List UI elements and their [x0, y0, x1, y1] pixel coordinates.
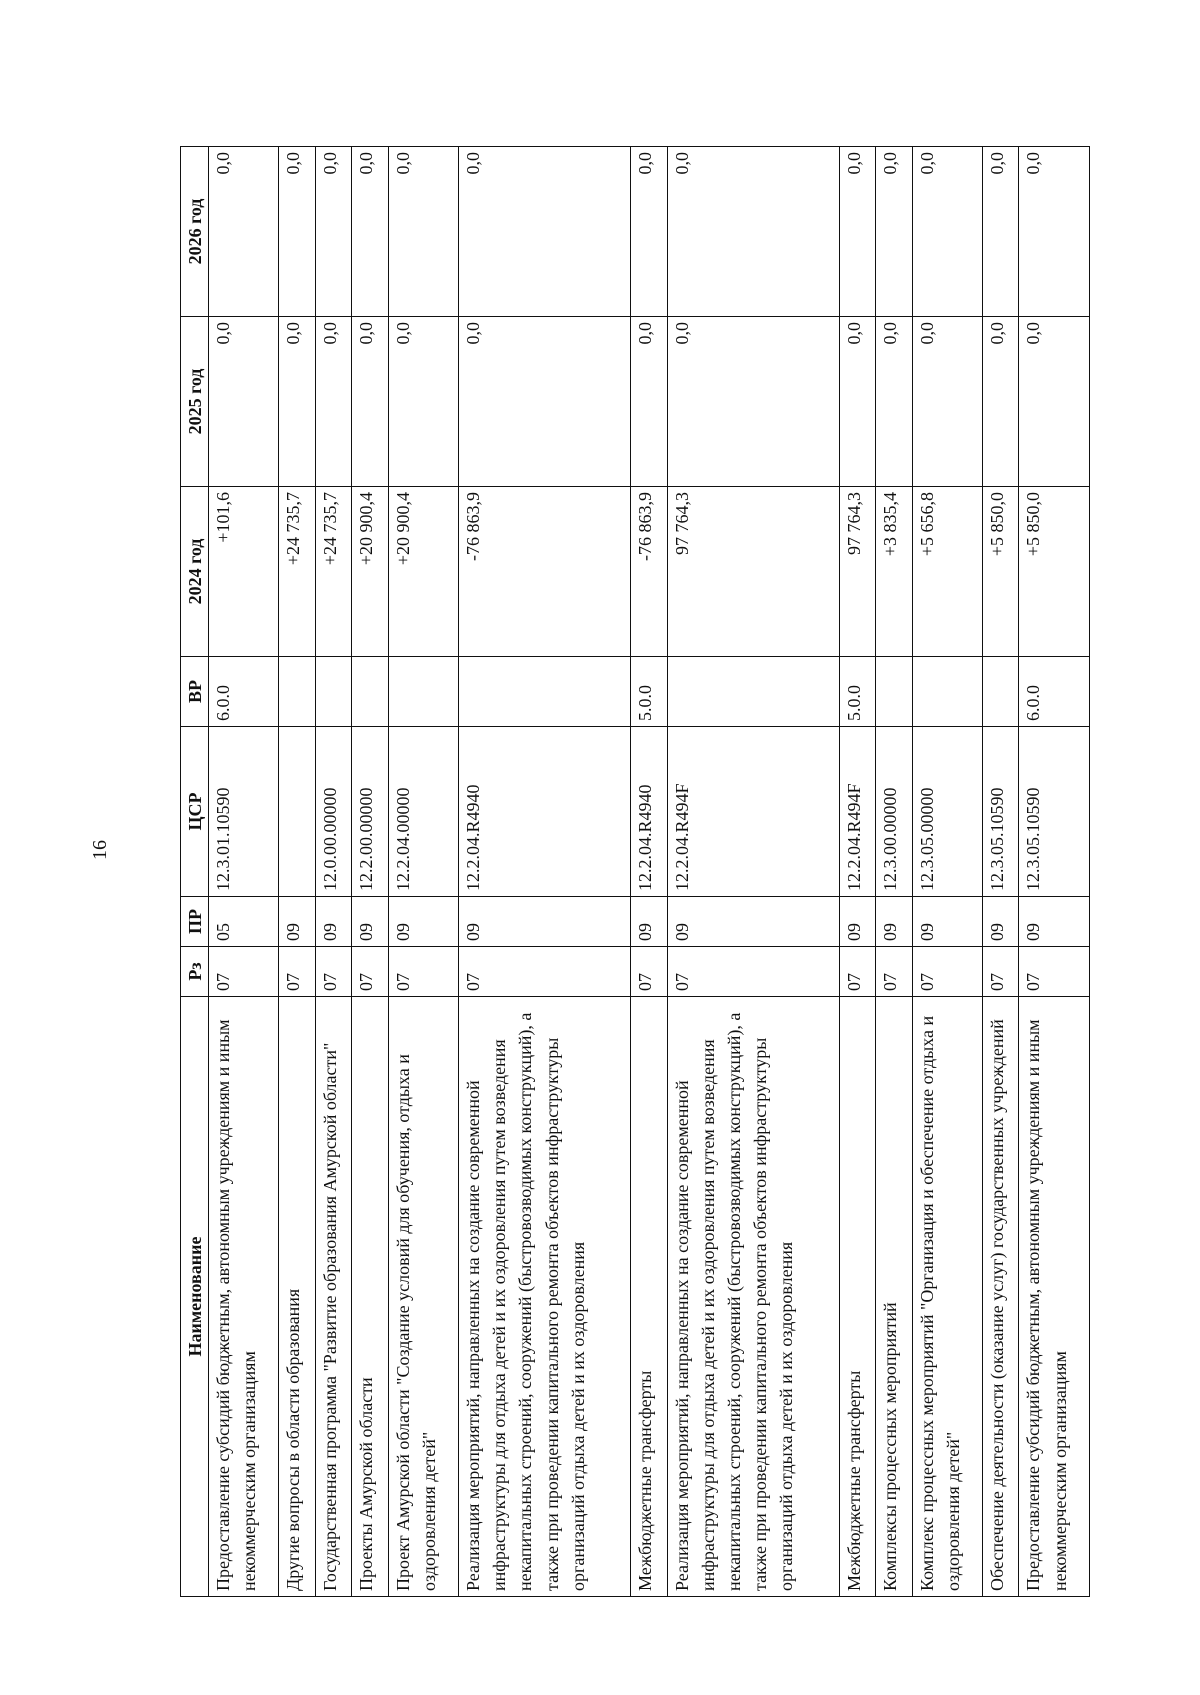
- cell-2025: 0,0: [315, 317, 351, 487]
- cell-rz: 07: [1019, 947, 1090, 997]
- cell-2024: -76 863,9: [459, 487, 631, 657]
- table-row: [1019, 147, 1090, 1597]
- cell-vr: 5.0.0: [839, 657, 875, 727]
- cell-2026: 0,0: [279, 147, 315, 317]
- cell-csr: 12.2.04.R4940: [459, 727, 631, 897]
- header-2025: 2025 год: [181, 317, 209, 487]
- cell-rz: 07: [631, 947, 667, 997]
- cell-rz: 07: [352, 947, 388, 997]
- cell-pr: 09: [315, 897, 351, 947]
- cell-2024: +20 900,4: [352, 487, 388, 657]
- cell-vr: [912, 657, 982, 727]
- cell-2024: +5 850,0: [983, 487, 1019, 657]
- cell-name: Реализация мероприятий, направленных на создание современной инфраструктуры для отдыха детей и их оздоровления путем возведения некапитальных строений, сооружений (быстровозводимых конструкций), а также при проведении капитального ремонта объектов инфраструктуры организаций отдыха детей и их оздоровления: [459, 997, 631, 1597]
- table-row: [631, 147, 667, 1597]
- page-number: 16: [89, 840, 111, 860]
- table-row: [839, 147, 875, 1597]
- cell-csr: 12.3.01.10590: [209, 727, 279, 897]
- table-row: [983, 147, 1019, 1597]
- cell-vr: [667, 657, 839, 727]
- cell-2024: -76 863,9: [631, 487, 667, 657]
- budget-table: [180, 146, 1090, 1597]
- cell-2025: 0,0: [631, 317, 667, 487]
- cell-vr: [983, 657, 1019, 727]
- header-2026: 2026 год: [181, 147, 209, 317]
- cell-vr: 6.0.0: [1019, 657, 1090, 727]
- cell-2025: 0,0: [667, 317, 839, 487]
- cell-2026: 0,0: [876, 147, 912, 317]
- cell-pr: 09: [876, 897, 912, 947]
- cell-pr: 09: [352, 897, 388, 947]
- rotated-table-wrapper: [180, 147, 1090, 1597]
- cell-rz: 07: [912, 947, 982, 997]
- cell-name: Обеспечение деятельности (оказание услуг) государственных учреждений: [983, 997, 1019, 1597]
- cell-pr: 05: [209, 897, 279, 947]
- cell-rz: 07: [983, 947, 1019, 997]
- cell-pr: 09: [459, 897, 631, 947]
- cell-rz: 07: [388, 947, 458, 997]
- header-csr: ЦСР: [181, 727, 209, 897]
- cell-2026: 0,0: [1019, 147, 1090, 317]
- cell-2025: 0,0: [209, 317, 279, 487]
- header-name: Наименование: [181, 997, 209, 1597]
- cell-rz: 07: [667, 947, 839, 997]
- table-row: [352, 147, 388, 1597]
- cell-csr: 12.2.00.00000: [352, 727, 388, 897]
- cell-csr: 12.0.00.00000: [315, 727, 351, 897]
- cell-2025: 0,0: [1019, 317, 1090, 487]
- cell-2026: 0,0: [667, 147, 839, 317]
- table-row: [459, 147, 631, 1597]
- cell-2025: 0,0: [459, 317, 631, 487]
- cell-2026: 0,0: [983, 147, 1019, 317]
- cell-vr: [279, 657, 315, 727]
- cell-pr: 09: [667, 897, 839, 947]
- cell-rz: 07: [459, 947, 631, 997]
- header-pr: ПР: [181, 897, 209, 947]
- cell-2026: 0,0: [459, 147, 631, 317]
- cell-name: Другие вопросы в области образования: [279, 997, 315, 1597]
- table-row: [667, 147, 839, 1597]
- table-header-row: [181, 147, 209, 1597]
- cell-2024: +20 900,4: [388, 487, 458, 657]
- cell-csr: 12.2.04.R494F: [839, 727, 875, 897]
- cell-csr: 12.2.04.R494F: [667, 727, 839, 897]
- cell-rz: 07: [876, 947, 912, 997]
- cell-vr: 5.0.0: [631, 657, 667, 727]
- table-row: [876, 147, 912, 1597]
- cell-pr: 09: [1019, 897, 1090, 947]
- cell-pr: 09: [839, 897, 875, 947]
- table-row: [279, 147, 315, 1597]
- cell-name: Предоставление субсидий бюджетным, автономным учреждениям и иным некоммерческим организациям: [1019, 997, 1090, 1597]
- cell-csr: 12.3.05.10590: [1019, 727, 1090, 897]
- header-rz: Рз: [181, 947, 209, 997]
- cell-2024: +3 835,4: [876, 487, 912, 657]
- cell-2024: 97 764,3: [839, 487, 875, 657]
- cell-rz: 07: [315, 947, 351, 997]
- cell-2025: 0,0: [388, 317, 458, 487]
- cell-name: Межбюджетные трансферты: [631, 997, 667, 1597]
- cell-rz: 07: [839, 947, 875, 997]
- cell-pr: 09: [388, 897, 458, 947]
- cell-2024: +5 850,0: [1019, 487, 1090, 657]
- cell-2024: +24 735,7: [315, 487, 351, 657]
- table-row: [315, 147, 351, 1597]
- cell-name: Предоставление субсидий бюджетным, автономным учреждениям и иным некоммерческим организациям: [209, 997, 279, 1597]
- cell-2025: 0,0: [912, 317, 982, 487]
- cell-pr: 09: [983, 897, 1019, 947]
- cell-name: Реализация мероприятий, направленных на создание современной инфраструктуры для отдыха детей и их оздоровления путем возведения некапитальных строений, сооружений (быстровозводимых конструкций), а также при проведении капитального ремонта объектов инфраструктуры организаций отдыха детей и их оздоровления: [667, 997, 839, 1597]
- cell-2025: 0,0: [983, 317, 1019, 487]
- cell-vr: [315, 657, 351, 727]
- cell-2024: +5 656,8: [912, 487, 982, 657]
- cell-pr: 09: [279, 897, 315, 947]
- table-row: [388, 147, 458, 1597]
- cell-vr: 6.0.0: [209, 657, 279, 727]
- header-vr: ВР: [181, 657, 209, 727]
- cell-csr: 12.3.05.10590: [983, 727, 1019, 897]
- cell-2024: 97 764,3: [667, 487, 839, 657]
- table-row: [209, 147, 279, 1597]
- cell-2024: +24 735,7: [279, 487, 315, 657]
- cell-2024: +101,6: [209, 487, 279, 657]
- cell-csr: 12.2.04.R4940: [631, 727, 667, 897]
- cell-2025: 0,0: [352, 317, 388, 487]
- header-2024: 2024 год: [181, 487, 209, 657]
- cell-csr: [279, 727, 315, 897]
- cell-csr: 12.3.00.00000: [876, 727, 912, 897]
- cell-rz: 07: [279, 947, 315, 997]
- cell-csr: 12.3.05.00000: [912, 727, 982, 897]
- cell-2026: 0,0: [388, 147, 458, 317]
- cell-name: Проект Амурской области "Создание условий для обучения, отдыха и оздоровления детей": [388, 997, 458, 1597]
- cell-2025: 0,0: [876, 317, 912, 487]
- table-row: [912, 147, 982, 1597]
- cell-vr: [459, 657, 631, 727]
- cell-2025: 0,0: [279, 317, 315, 487]
- cell-2026: 0,0: [631, 147, 667, 317]
- cell-name: Проекты Амурской области: [352, 997, 388, 1597]
- cell-vr: [388, 657, 458, 727]
- cell-2026: 0,0: [839, 147, 875, 317]
- cell-2025: 0,0: [839, 317, 875, 487]
- cell-2026: 0,0: [209, 147, 279, 317]
- cell-2026: 0,0: [352, 147, 388, 317]
- cell-vr: [352, 657, 388, 727]
- cell-name: Комплекс процессных мероприятий "Организация и обеспечение отдыха и оздоровления детей": [912, 997, 982, 1597]
- cell-name: Межбюджетные трансферты: [839, 997, 875, 1597]
- cell-vr: [876, 657, 912, 727]
- cell-2026: 0,0: [912, 147, 982, 317]
- cell-2026: 0,0: [315, 147, 351, 317]
- cell-name: Комплексы процессных мероприятий: [876, 997, 912, 1597]
- cell-rz: 07: [209, 947, 279, 997]
- cell-pr: 09: [912, 897, 982, 947]
- cell-pr: 09: [631, 897, 667, 947]
- cell-name: Государственная программа "Развитие образования Амурской области": [315, 997, 351, 1597]
- cell-csr: 12.2.04.00000: [388, 727, 458, 897]
